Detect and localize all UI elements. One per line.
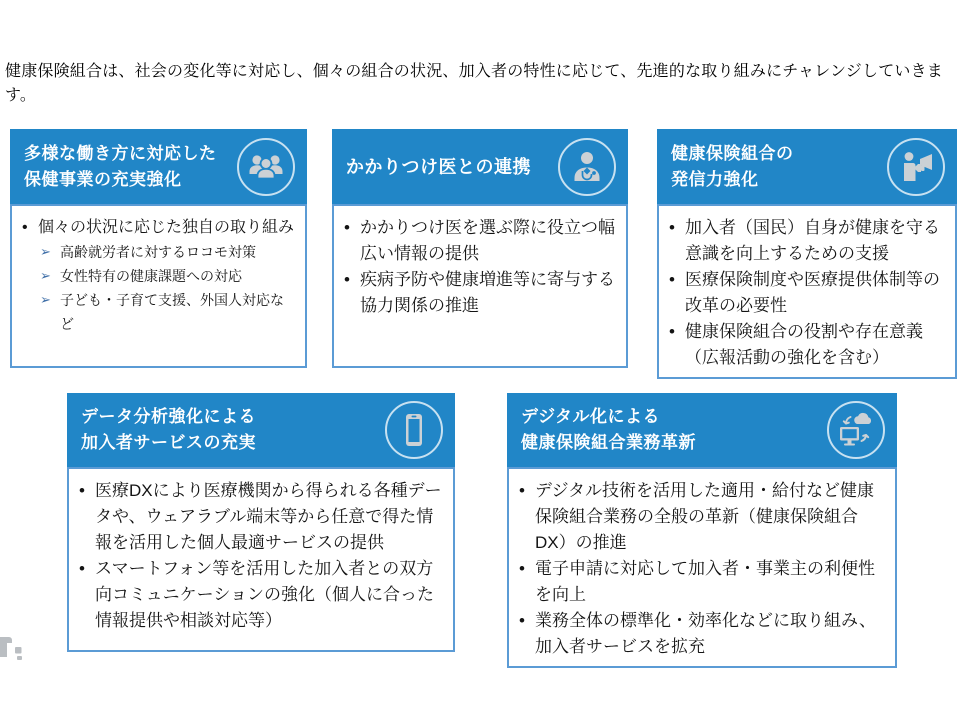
bullet-text: 個々の状況に応じた独自の取り組み bbox=[38, 219, 295, 236]
people-group-icon bbox=[237, 138, 295, 196]
bullet-item bbox=[79, 478, 445, 556]
bullet-item bbox=[344, 215, 618, 267]
card-title-line: デジタル化による bbox=[521, 407, 660, 426]
sub-arrow-icon: ➢ bbox=[40, 292, 51, 307]
bullet-item bbox=[669, 319, 947, 371]
doctor-icon bbox=[558, 138, 616, 196]
bullet-marker: • bbox=[519, 481, 525, 500]
card-title-line: 保健事業の充実強化 bbox=[24, 169, 182, 189]
bullet-text: 加入者（国民）自身が健康を守る意識を向上するための支援 bbox=[685, 218, 940, 263]
card-data-analysis bbox=[67, 393, 455, 652]
card-header bbox=[657, 129, 957, 204]
card-header bbox=[332, 129, 628, 204]
card-title-line: 健康保険組合の bbox=[671, 143, 794, 163]
card-title bbox=[346, 154, 531, 180]
card-header bbox=[507, 393, 897, 467]
card-title-line: 発信力強化 bbox=[671, 169, 759, 189]
sub-bullet-text: 高齢就労者に対するロコモ対策 bbox=[60, 244, 256, 260]
card-body bbox=[332, 204, 628, 368]
sub-bullet-item bbox=[22, 264, 297, 288]
card-title-line: 多様な働き方に対応した bbox=[24, 143, 217, 163]
bullet-item bbox=[519, 608, 887, 660]
card-family-doctor bbox=[332, 129, 628, 368]
sub-bullet-item bbox=[22, 240, 297, 264]
cloud-sync-icon bbox=[827, 401, 885, 459]
bullet-marker: • bbox=[79, 481, 85, 500]
sub-bullet-text: 女性特有の健康課題への対応 bbox=[60, 268, 242, 284]
bullet-marker: • bbox=[79, 559, 85, 578]
card-body bbox=[657, 204, 957, 379]
bullet-item bbox=[669, 267, 947, 319]
intro-text: 健康保険組合は、社会の変化等に対応し、個々の組合の状況、加入者の特性に応じて、先進的な取り組みにチャレンジしていきます。 bbox=[5, 63, 944, 104]
card-title bbox=[81, 404, 256, 456]
bullet-marker: • bbox=[344, 218, 350, 237]
sub-arrow-icon: ➢ bbox=[40, 244, 51, 259]
card-communication-strength bbox=[657, 129, 957, 371]
bullet-item bbox=[344, 267, 618, 319]
bullet-text: 健康保険組合の役割や存在意義（広報活動の強化を含む） bbox=[685, 322, 923, 367]
bullet-marker: • bbox=[519, 611, 525, 630]
sub-arrow-icon: ➢ bbox=[40, 268, 51, 283]
sub-bullet-item bbox=[22, 288, 297, 336]
card-digitalization bbox=[507, 393, 897, 655]
bullet-marker: • bbox=[344, 270, 350, 289]
sub-bullet-text: 子ども・子育て支援、外国人対応など bbox=[60, 292, 284, 332]
card-title bbox=[521, 404, 696, 456]
bullet-text: 医療DXにより医療機関から得られる各種データや、ウェアラブル端末等から任意で得た情報を活用した個人最適サービスの提供 bbox=[95, 481, 442, 552]
card-header bbox=[10, 129, 307, 204]
bullet-item bbox=[519, 556, 887, 608]
bullet-item bbox=[22, 215, 297, 240]
bullet-text: かかりつけ医を選ぶ際に役立つ幅広い情報の提供 bbox=[360, 218, 615, 263]
bullet-text: 業務全体の標準化・効率化などに取り組み、加入者サービスを拡充 bbox=[535, 611, 877, 656]
bullet-item bbox=[519, 478, 887, 556]
megaphone-icon bbox=[887, 138, 945, 196]
card-title-line: かかりつけ医との連携 bbox=[346, 156, 531, 177]
bullet-marker: • bbox=[669, 270, 675, 289]
card-title bbox=[24, 141, 217, 193]
bullet-text: スマートフォン等を活用した加入者との双方向コミュニケーションの強化（個人に合った情報提供や相談対応等） bbox=[95, 559, 434, 630]
card-title-line: 健康保険組合業務革新 bbox=[521, 433, 696, 452]
card-title-line: データ分析強化による bbox=[81, 407, 256, 426]
card-title-line: 加入者サービスの充実 bbox=[81, 433, 256, 452]
card-header bbox=[67, 393, 455, 467]
bullet-text: 電子申請に対応して加入者・事業主の利便性を向上 bbox=[535, 559, 875, 604]
card-body bbox=[67, 467, 455, 652]
bullet-marker: • bbox=[669, 218, 675, 237]
bullet-marker: • bbox=[519, 559, 525, 578]
card-title bbox=[671, 141, 794, 193]
watermark-logo-fragment bbox=[0, 631, 28, 670]
bullet-marker: • bbox=[669, 322, 675, 341]
card-body bbox=[10, 204, 307, 368]
card-body bbox=[507, 467, 897, 668]
bullet-text: デジタル技術を活用した適用・給付など健康保険組合業務の全般の革新（健康保険組合DX）の推進 bbox=[535, 481, 874, 552]
bullet-text: 疾病予防や健康増進等に寄与する協力関係の推進 bbox=[360, 270, 615, 315]
smartphone-icon bbox=[385, 401, 443, 459]
card-diverse-workstyles bbox=[10, 129, 307, 368]
bullet-item bbox=[669, 215, 947, 267]
bullet-text: 医療保険制度や医療提供体制等の改革の必要性 bbox=[685, 270, 940, 315]
bullet-marker: • bbox=[22, 219, 28, 236]
bullet-item bbox=[79, 556, 445, 634]
